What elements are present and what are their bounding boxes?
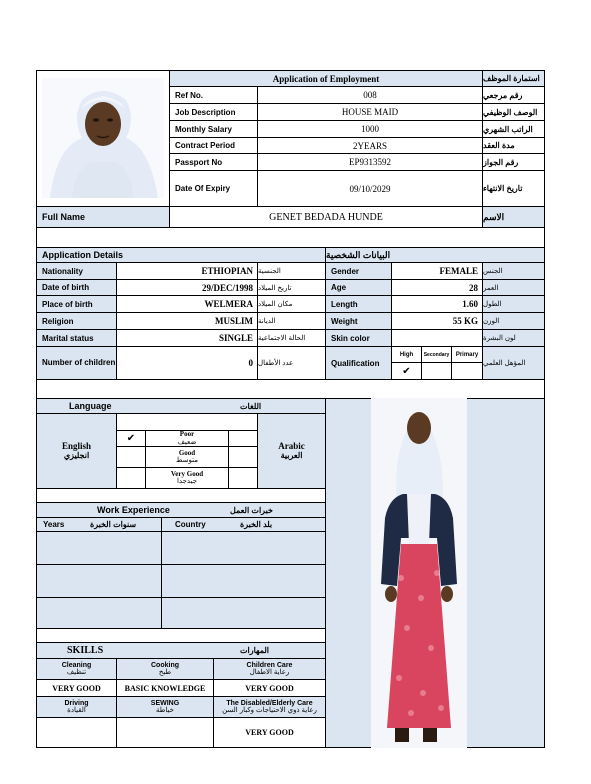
level-good — [145, 446, 229, 468]
level-poor-label-ar: ضعيف — [177, 437, 197, 446]
place-of-birth-value: WELMERA — [116, 295, 258, 313]
skills-title-ar: المهارات — [240, 646, 270, 655]
arabic-label-ar: العربية — [280, 450, 303, 460]
years-label-ar: سنوات الخبرة — [90, 520, 137, 529]
work-experience-title-text: Work Experience — [97, 505, 170, 515]
skill-cleaning — [36, 658, 117, 680]
level-very-good — [145, 467, 229, 489]
religion-label-ar: الديانة — [257, 312, 326, 330]
gender-label: Gender — [325, 262, 392, 280]
english-language — [36, 413, 117, 489]
qualification-label-ar: المؤهل العلمي — [482, 346, 545, 380]
country-label: Country — [175, 520, 206, 529]
weight-label-ar: الوزن — [482, 312, 545, 330]
skill-elderly-care-label: The Disabled/Elderly Care — [226, 699, 313, 707]
skill-cooking-value: BASIC KNOWLEDGE — [116, 679, 214, 697]
length-label: Length — [325, 295, 392, 313]
monthly-salary-label-ar: الراتب الشهري — [482, 120, 545, 138]
age-value: 28 — [391, 279, 483, 296]
level-good-label: Good — [178, 448, 196, 457]
form-title-ar: استمارة الموظف — [482, 70, 545, 87]
language-title-text: Language — [69, 401, 112, 411]
country-label-ar: بلد الخبرة — [240, 520, 273, 529]
english-poor-check[interactable]: ✔ — [116, 430, 146, 447]
language-title-ar: اللغات — [240, 401, 262, 411]
skill-driving-label: Driving — [64, 699, 89, 707]
nationality-value: ETHIOPIAN — [116, 262, 258, 280]
skill-elderly-care — [213, 696, 326, 718]
contract-period-value: 2YEARS — [257, 137, 483, 154]
religion-value: MUSLIM — [116, 312, 258, 330]
application-details-title-ar: البيانات الشخصية — [325, 247, 545, 263]
job-description-label-ar: الوصف الوظيفي — [482, 103, 545, 121]
skill-cleaning-value: VERY GOOD — [36, 679, 117, 697]
passport-no-label: Passport No — [169, 153, 258, 171]
full-name-value: GENET BEDADA HUNDE — [169, 206, 483, 228]
skin-color-label: Skin color — [325, 329, 392, 347]
qualification-level-secondary: Secondary — [421, 346, 452, 363]
skill-sewing-label-ar: خياطة — [156, 707, 174, 714]
nationality-label: Nationality — [36, 262, 117, 280]
number-of-children-value: 0 — [116, 346, 258, 380]
place-of-birth-label: Place of birth — [36, 295, 117, 313]
experience-country-row-1 — [161, 531, 326, 565]
application-details-title: Application Details — [36, 247, 326, 263]
level-good-label-ar: متوسط — [176, 456, 198, 464]
experience-country-row-2 — [161, 564, 326, 598]
skill-cooking-label-ar: طبخ — [158, 669, 172, 676]
skin-color-value — [391, 329, 483, 347]
skill-cleaning-label: Cleaning — [61, 661, 92, 669]
date-of-birth-value: 29/DEC/1998 — [116, 279, 258, 296]
level-very-good-label-ar: جيدجدا — [176, 477, 198, 485]
skill-children-care-label-ar: رعاية الاطفال — [249, 669, 290, 676]
passport-no-label-ar: رقم الجواز — [482, 153, 545, 171]
years-label: Years — [43, 520, 65, 529]
weight-value: 55 KG — [391, 312, 483, 330]
arabic-language — [257, 413, 326, 489]
work-experience-title-ar: خبرات العمل — [230, 505, 273, 515]
english-very-good-check[interactable] — [116, 467, 146, 489]
job-description-label: Job Description — [169, 103, 258, 121]
full-name-label-ar: الاسم — [482, 206, 545, 228]
skill-driving-value — [36, 717, 117, 748]
ref-no-label-ar: رقم مرجعي — [482, 86, 545, 104]
contract-period-label-ar: مدة العقد — [482, 137, 545, 154]
gender-value: FEMALE — [391, 262, 483, 280]
marital-status-value: SINGLE — [116, 329, 258, 347]
qualification-level-high: High — [391, 346, 422, 363]
religion-label: Religion — [36, 312, 117, 330]
date-of-expiry-label-ar: تاريخ الانتهاء — [482, 170, 545, 207]
experience-years-row-1 — [36, 531, 162, 565]
qualification-check-primary[interactable] — [451, 362, 483, 380]
place-of-birth-label-ar: مكان الميلاد — [257, 295, 326, 313]
weight-label: Weight — [325, 312, 392, 330]
monthly-salary-value: 1000 — [257, 120, 483, 138]
experience-country-row-3 — [161, 597, 326, 629]
portrait-photo — [42, 78, 164, 198]
arabic-very-good-check[interactable] — [228, 467, 258, 489]
nationality-label-ar: الجنسية — [257, 262, 326, 280]
ref-no-value: 008 — [257, 86, 483, 104]
skill-sewing-label: SEWING — [150, 699, 180, 707]
skill-children-care-value: VERY GOOD — [213, 679, 326, 697]
level-poor — [145, 430, 229, 447]
age-label-ar: العمر — [482, 279, 545, 296]
date-of-birth-label-ar: تاريخ الميلاد — [257, 279, 326, 296]
qualification-level-primary: Primary — [451, 346, 483, 363]
passport-no-value: EP9313592 — [257, 153, 483, 171]
skill-children-care-label: Children Care — [246, 661, 293, 669]
contract-period-label: Contract Period — [169, 137, 258, 154]
skill-driving-label-ar: القيادة — [67, 707, 86, 714]
full-body-photo — [371, 398, 467, 748]
qualification-check-secondary[interactable] — [421, 362, 452, 380]
skill-driving — [36, 696, 117, 718]
qualification-check-high[interactable]: ✔ — [391, 362, 422, 380]
skill-elderly-care-label-ar: رعاية ذوي الاحتياجات وكبار السن — [222, 707, 317, 714]
arabic-good-check[interactable] — [228, 446, 258, 468]
monthly-salary-label: Monthly Salary — [169, 120, 258, 138]
full-name-label: Full Name — [36, 206, 170, 228]
skill-cleaning-label-ar: تنظيف — [66, 669, 87, 676]
qualification-label: Qualification — [325, 346, 392, 380]
skill-sewing — [116, 696, 214, 718]
job-description-value: HOUSE MAID — [257, 103, 483, 121]
date-of-expiry-value: 09/10/2029 — [257, 170, 483, 207]
ref-no-label: Ref No. — [169, 86, 258, 104]
gender-label-ar: الجنس — [482, 262, 545, 280]
skin-color-label-ar: لون البشرة — [482, 329, 545, 347]
number-of-children-label-ar: عدد الأطفال — [257, 346, 326, 380]
length-label-ar: الطول — [482, 295, 545, 313]
skill-children-care — [213, 658, 326, 680]
marital-status-label-ar: الحالة الاجتماعية — [257, 329, 326, 347]
marital-status-label: Marital status — [36, 329, 117, 347]
skill-sewing-value — [116, 717, 214, 748]
experience-years-row-2 — [36, 564, 162, 598]
english-label: English — [61, 441, 92, 452]
level-very-good-label: Very Good — [170, 469, 204, 478]
date-of-expiry-label: Date Of Expiry — [169, 170, 258, 207]
english-good-check[interactable] — [116, 446, 146, 468]
skill-cooking-label: Cooking — [151, 661, 179, 669]
age-label: Age — [325, 279, 392, 296]
arabic-label: Arabic — [278, 441, 305, 452]
experience-years-row-3 — [36, 597, 162, 629]
english-label-ar: انجليزي — [63, 450, 90, 460]
skill-elderly-care-value: VERY GOOD — [213, 717, 326, 748]
length-value: 1.60 — [391, 295, 483, 313]
skills-title-text: SKILLS — [67, 645, 104, 656]
skill-cooking — [116, 658, 214, 680]
number-of-children-label: Number of children — [36, 346, 117, 380]
date-of-birth-label: Date of birth — [36, 279, 117, 296]
form-title: Application of Employment — [169, 70, 483, 87]
arabic-poor-check[interactable] — [228, 430, 258, 447]
level-poor-label: Poor — [179, 430, 195, 439]
